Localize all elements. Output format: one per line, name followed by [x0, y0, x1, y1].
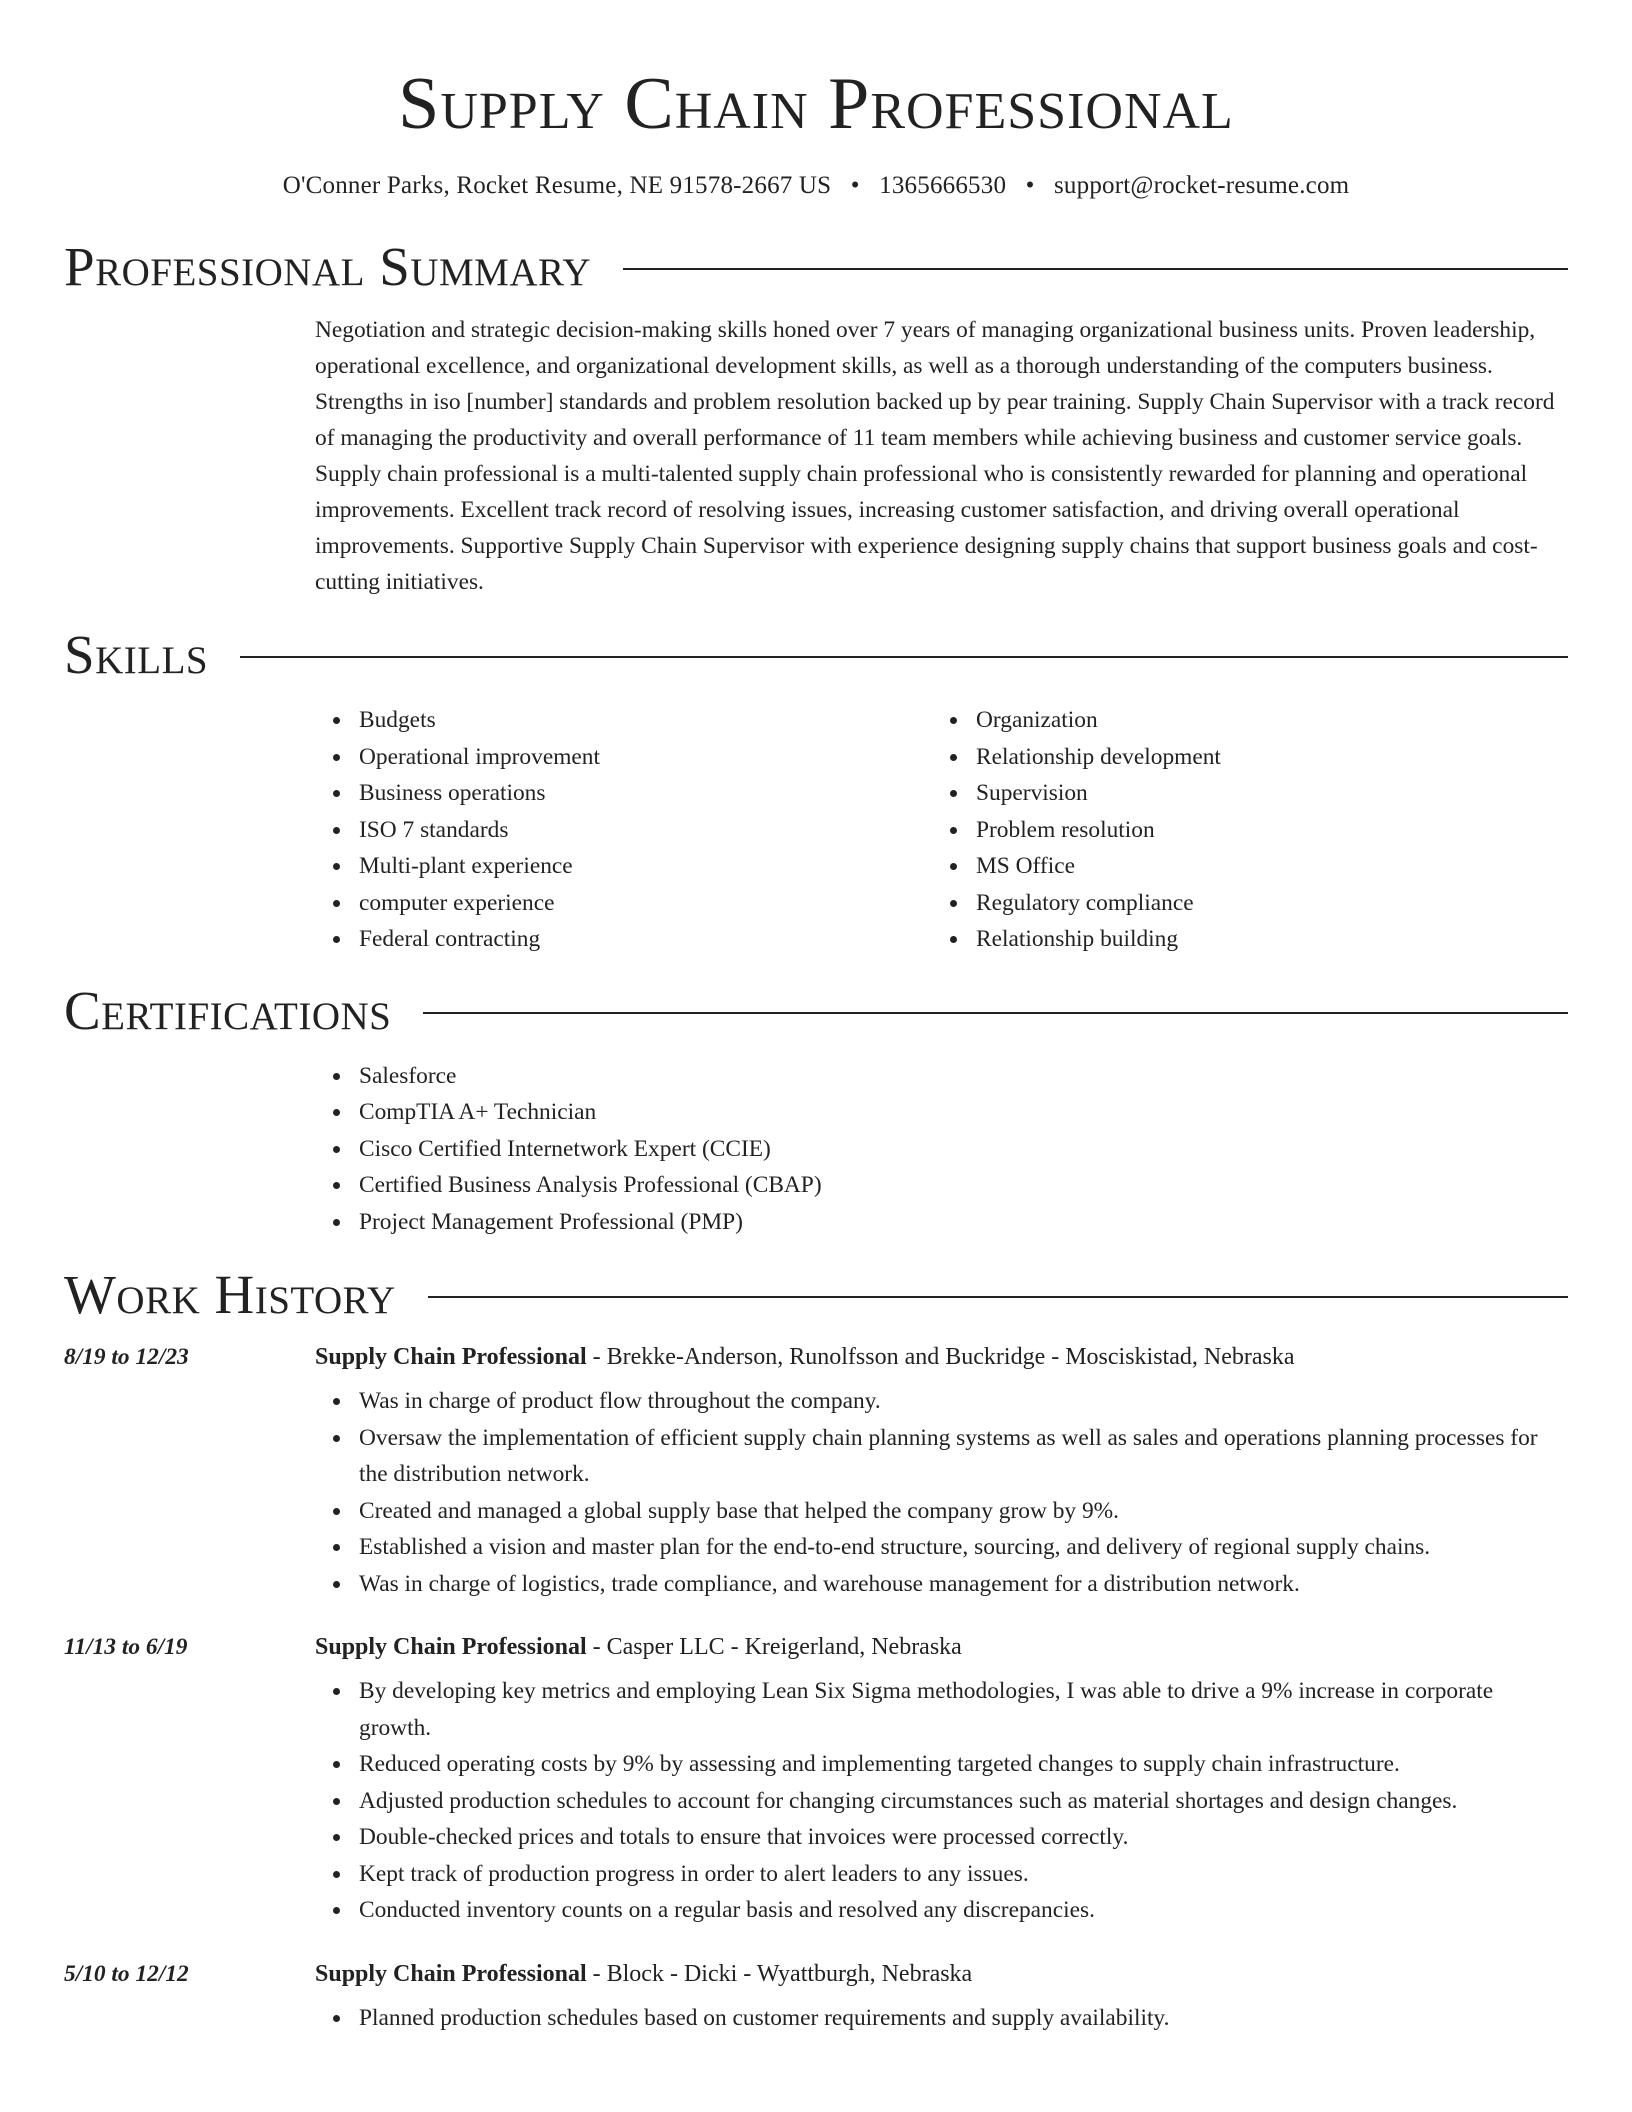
job-header	[64, 1961, 1568, 1988]
skill-item: Multi-plant experience	[359, 848, 932, 885]
summary-header	[64, 236, 1568, 298]
skills-section	[64, 624, 1568, 958]
job-bullet: Oversaw the implementation of efficient supply chain planning systems as well as sales and operations planning processes for the distribution network.	[359, 1420, 1568, 1493]
job-employer: - Brekke-Anderson, Runolfsson and Buckridge - Mosciskistad, Nebraska	[586, 1344, 1295, 1370]
job-dates: 8/19 to 12/23	[64, 1344, 189, 1370]
candidate-name: Supply Chain Professional	[398, 63, 1234, 145]
certification-item: Salesforce	[359, 1058, 1568, 1095]
certifications-list	[315, 1058, 1568, 1241]
certifications-section	[64, 980, 1568, 1241]
job-title: Supply Chain Professional	[315, 1634, 587, 1660]
job-entry	[64, 1961, 1568, 2037]
skill-item: Supervision	[976, 775, 1549, 812]
skill-item: Budgets	[359, 702, 932, 739]
job-bullet: Kept track of production progress in order to alert leaders to any issues.	[359, 1856, 1568, 1893]
certification-item: Project Management Professional (PMP)	[359, 1204, 1568, 1241]
skill-item: Relationship building	[976, 921, 1549, 958]
job-entry	[64, 1344, 1568, 1602]
job-body	[315, 2000, 1568, 2037]
skills-grid	[315, 702, 1568, 958]
job-bullet: Was in charge of product flow throughout the company.	[359, 1383, 1568, 1420]
section-divider	[240, 656, 1568, 658]
job-employer: - Block - Dicki - Wyattburgh, Nebraska	[586, 1960, 973, 1987]
job-bullet: Established a vision and master plan for the end-to-end structure, sourcing, and delivery of regional supply chains.	[359, 1529, 1568, 1566]
job-bullets	[315, 1673, 1568, 1929]
skill-item: MS Office	[976, 848, 1549, 885]
skill-item: Organization	[976, 702, 1549, 739]
skills-list-right	[932, 702, 1549, 958]
work-history-section	[64, 1264, 1568, 2036]
certifications-body	[315, 1058, 1568, 1241]
contact-phone: 1365666530	[879, 172, 1007, 199]
job-bullet: Planned production schedules based on customer requirements and supply availability.	[359, 2000, 1568, 2037]
skills-list-left	[315, 702, 932, 958]
skill-item: computer experience	[359, 885, 932, 922]
certifications-title: Certifications	[64, 979, 392, 1041]
certification-item: Certified Business Analysis Professional (CBAP)	[359, 1167, 1568, 1204]
job-bullets	[315, 1383, 1568, 1602]
work-history-header	[64, 1264, 1568, 1326]
job-title-line	[315, 1634, 962, 1661]
job-title: Supply Chain Professional	[315, 1344, 587, 1370]
skill-item: Operational improvement	[359, 739, 932, 776]
skill-item: Problem resolution	[976, 812, 1549, 849]
certifications-header	[64, 980, 1568, 1042]
contact-address: O'Conner Parks, Rocket Resume, NE 91578-2667 US	[282, 172, 832, 199]
skill-item: Regulatory compliance	[976, 885, 1549, 922]
contact-separator: •	[850, 172, 860, 199]
work-history-title: Work History	[64, 1264, 396, 1325]
job-bullet: Adjusted production schedules to account for changing circumstances such as material shortages and design changes.	[359, 1783, 1568, 1820]
job-bullet: Double-checked prices and totals to ensure that invoices were processed correctly.	[359, 1819, 1568, 1856]
summary-body	[315, 312, 1568, 600]
job-header	[64, 1344, 1568, 1371]
section-divider	[623, 268, 1568, 270]
contact-email: support@rocket-resume.com	[1054, 172, 1350, 199]
job-entry	[64, 1634, 1568, 1929]
contact-separator: •	[1025, 172, 1035, 199]
job-bullet: Reduced operating costs by 9% by assessing and implementing targeted changes to supply chain infrastructure.	[359, 1746, 1568, 1783]
certification-item: Cisco Certified Internetwork Expert (CCIE)	[359, 1131, 1568, 1168]
skills-header	[64, 624, 1568, 686]
job-body	[315, 1383, 1568, 1602]
skill-item: Business operations	[359, 775, 932, 812]
contact-line	[64, 170, 1568, 202]
job-bullet: Was in charge of logistics, trade compliance, and warehouse management for a distribution network.	[359, 1566, 1568, 1603]
section-divider	[423, 1012, 1568, 1014]
job-bullet: Conducted inventory counts on a regular basis and resolved any discrepancies.	[359, 1892, 1568, 1929]
skill-item: ISO 7 standards	[359, 812, 932, 849]
job-title-line	[315, 1344, 1295, 1371]
job-employer: - Casper LLC - Kreigerland, Nebraska	[586, 1634, 962, 1660]
job-body	[315, 1673, 1568, 1929]
job-title: Supply Chain Professional	[315, 1960, 587, 1987]
skills-column-right	[932, 702, 1549, 958]
skill-item: Relationship development	[976, 739, 1549, 776]
summary-title: Professional Summary	[64, 236, 592, 297]
summary-section	[64, 236, 1568, 600]
job-header	[64, 1634, 1568, 1661]
section-divider	[428, 1296, 1568, 1298]
job-title-line	[315, 1961, 972, 1988]
skills-title: Skills	[64, 624, 209, 685]
summary-text: Negotiation and strategic decision-making skills honed over 7 years of managing organizational business units. Proven leadership, operational excellence, and organizational development skills, as well as a thorough understanding of the computers business. Strengths in iso [number] standards and problem resolution backed up by pear training. Supply Chain Supervisor with a track record of managing the productivity and overall performance of 11 team members while achieving business and customer service goals. Supply chain professional is a multi-talented supply chain professional who is consistently rewarded for planning and operational improvements. Excellent track record of resolving issues, increasing customer satisfaction, and driving overall operational improvements. Supportive Supply Chain Supervisor with experience designing supply chains that support business goals and cost-cutting initiatives.	[315, 317, 1555, 595]
resume-page	[64, 0, 1568, 2036]
skill-item: Federal contracting	[359, 921, 932, 958]
job-bullets	[315, 2000, 1568, 2037]
job-dates: 5/10 to 12/12	[64, 1960, 189, 1987]
job-dates: 11/13 to 6/19	[64, 1634, 188, 1660]
skills-column-left	[315, 702, 932, 958]
job-bullet: Created and managed a global supply base that helped the company grow by 9%.	[359, 1493, 1568, 1530]
certification-item: CompTIA A+ Technician	[359, 1094, 1568, 1131]
job-bullet: By developing key metrics and employing Lean Six Sigma methodologies, I was able to drive a 9% increase in corporate growth.	[359, 1673, 1568, 1746]
